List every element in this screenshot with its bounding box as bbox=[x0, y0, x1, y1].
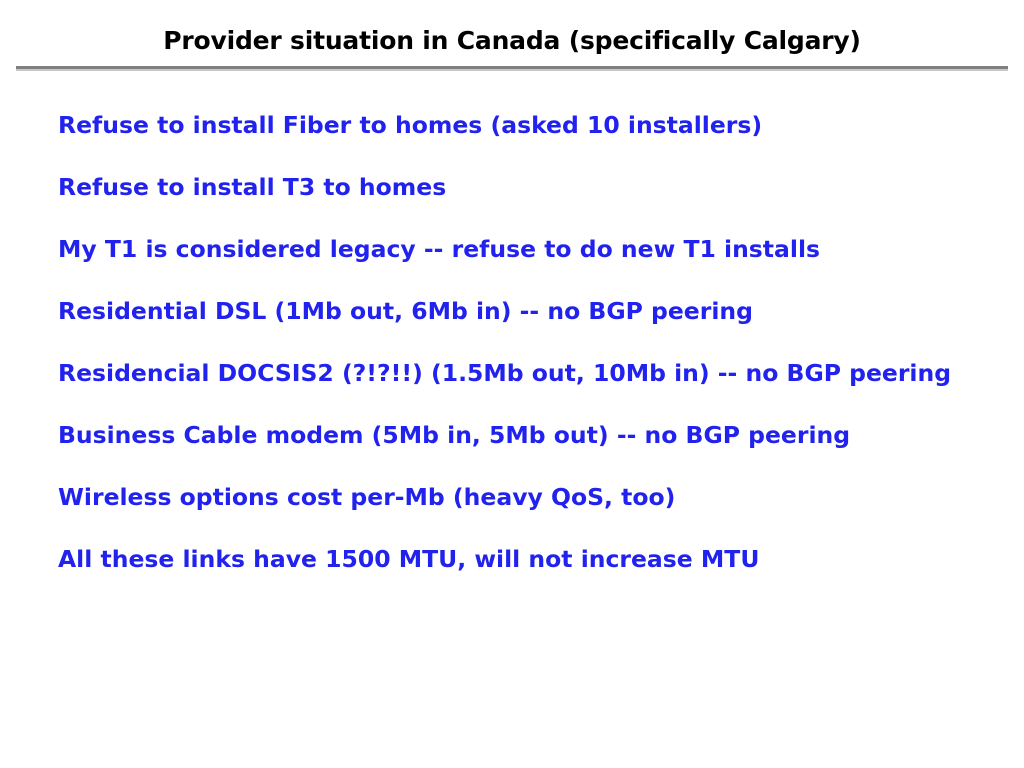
page-title: Provider situation in Canada (specifically Calgary) bbox=[163, 26, 861, 55]
list-item: Residential DSL (1Mb out, 6Mb in) -- no BGP peering bbox=[58, 297, 753, 326]
list-item: My T1 is considered legacy -- refuse to do new T1 installs bbox=[58, 235, 820, 264]
list-item: Refuse to install T3 to homes bbox=[58, 173, 447, 202]
list-item: Business Cable modem (5Mb in, 5Mb out) -- no BGP peering bbox=[58, 421, 851, 450]
list-item: Residencial DOCSIS2 (?!?!!) (1.5Mb out, 10Mb in) -- no BGP peering bbox=[58, 359, 952, 388]
list-item: All these links have 1500 MTU, will not increase MTU bbox=[58, 545, 760, 574]
bullet-list bbox=[58, 112, 1008, 573]
list-item: Wireless options cost per-Mb (heavy QoS, too) bbox=[58, 483, 676, 512]
list-item: Refuse to install Fiber to homes (asked 10 installers) bbox=[58, 111, 763, 139]
title-divider-light bbox=[16, 69, 1008, 71]
title-divider bbox=[16, 66, 1008, 71]
